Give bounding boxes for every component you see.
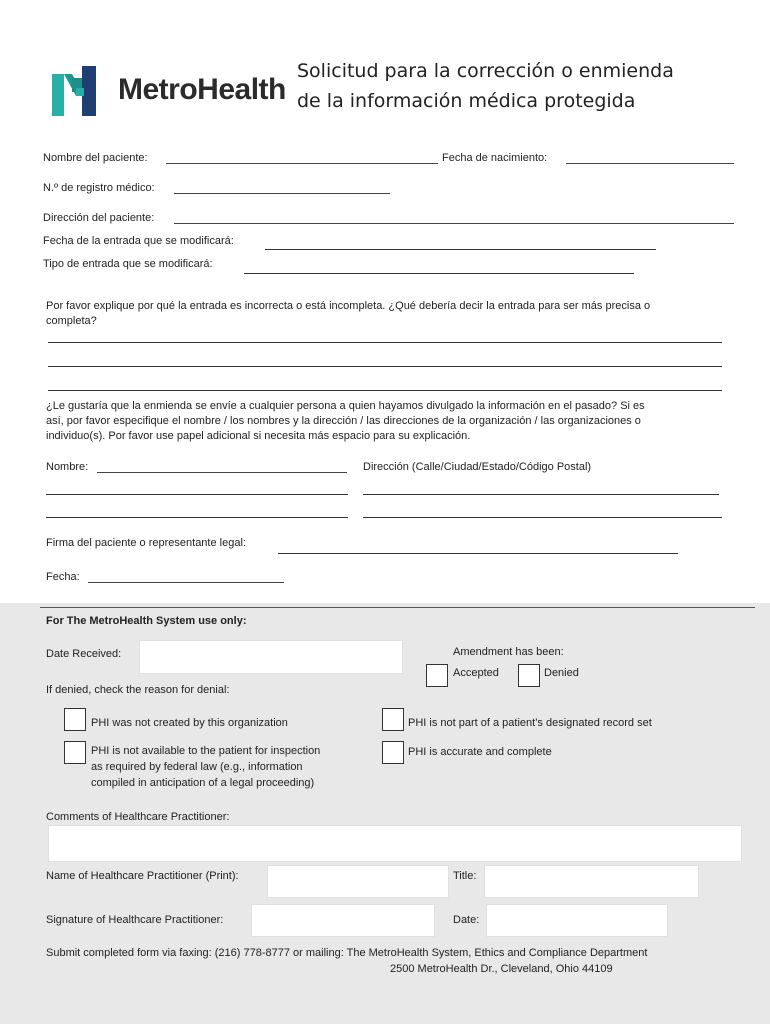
- recipient-address-line[interactable]: [363, 494, 719, 495]
- reason-not-designated-label: PHI is not part of a patient’s designated record set: [408, 717, 652, 729]
- disclose-prompt-line2: así, por favor especifique el nombre / los nombres y la dirección / las direcciones de la organización / las organizaciones o: [46, 415, 641, 427]
- reason-not-created-label: PHI was not created by this organization: [91, 717, 288, 729]
- reason-not-designated-checkbox[interactable]: [382, 708, 404, 731]
- reason-not-available-line3: compiled in anticipation of a legal proceeding): [91, 777, 315, 789]
- patient-address-label: Dirección del paciente:: [43, 212, 155, 224]
- disclose-prompt-line3: individuo(s). Por favor use papel adicional si necesita más espacio para su explicación.: [46, 430, 471, 442]
- submit-instructions-line2: 2500 MetroHealth Dr., Cleveland, Ohio 44109: [390, 963, 613, 975]
- office-heading: For The MetroHealth System use only:: [46, 615, 247, 627]
- recipient-address-label: Dirección (Calle/Ciudad/Estado/Código Postal): [363, 461, 592, 473]
- practitioner-date-label: Date:: [453, 914, 480, 926]
- signature-date-field[interactable]: [88, 582, 284, 583]
- brand-name: MetroHealth: [118, 73, 286, 106]
- accepted-label: Accepted: [453, 667, 499, 679]
- metrohealth-logo-icon: [50, 66, 104, 116]
- reason-not-available-line2: as required by federal law (e.g., information: [91, 761, 303, 773]
- dob-label: Fecha de nacimiento:: [442, 152, 548, 164]
- reason-accurate-checkbox[interactable]: [382, 741, 404, 764]
- recipient-name-line[interactable]: [46, 494, 348, 495]
- form-title-line1: Solicitud para la corrección o enmienda: [297, 60, 674, 82]
- office-divider: [40, 607, 755, 608]
- reason-not-available-checkbox[interactable]: [64, 741, 86, 764]
- entry-type-label: Tipo de entrada que se modificará:: [43, 258, 213, 270]
- mrn-field[interactable]: [174, 193, 390, 194]
- reason-accurate-label: PHI is accurate and complete: [408, 746, 552, 758]
- mrn-label: N.º de registro médico:: [43, 182, 155, 194]
- patient-signature-label: Firma del paciente o representante legal:: [46, 537, 246, 549]
- explain-prompt-line1: Por favor explique por qué la entrada es incorrecta o está incompleta. ¿Qué debería decir la entrada para ser más precisa o: [46, 300, 651, 312]
- comments-input[interactable]: [48, 825, 742, 862]
- recipient-name-line[interactable]: [46, 517, 348, 518]
- reason-not-created-checkbox[interactable]: [64, 708, 86, 731]
- practitioner-name-label: Name of Healthcare Practitioner (Print):: [46, 870, 239, 882]
- recipient-name-field[interactable]: [97, 472, 347, 473]
- practitioner-title-label: Title:: [453, 870, 477, 882]
- explain-answer-line[interactable]: [48, 342, 722, 343]
- accepted-checkbox[interactable]: [426, 664, 448, 687]
- recipient-name-label: Nombre:: [46, 461, 89, 473]
- signature-date-label: Fecha:: [46, 571, 80, 583]
- entry-type-field[interactable]: [244, 273, 634, 274]
- denial-reason-label: If denied, check the reason for denial:: [46, 684, 230, 696]
- dob-field[interactable]: [566, 163, 734, 164]
- practitioner-date-input[interactable]: [486, 904, 668, 937]
- explain-prompt-line2: completa?: [46, 315, 97, 327]
- disclose-prompt-line1: ¿Le gustaría que la enmienda se envíe a cualquier persona a quien hayamos divulgado la información en el pasado? Si es: [46, 400, 645, 412]
- comments-label: Comments of Healthcare Practitioner:: [46, 811, 230, 823]
- recipient-address-line[interactable]: [363, 517, 722, 518]
- patient-name-field[interactable]: [166, 163, 438, 164]
- date-received-input[interactable]: [139, 640, 403, 674]
- entry-date-label: Fecha de la entrada que se modificará:: [43, 235, 234, 247]
- amendment-status-label: Amendment has been:: [453, 646, 564, 658]
- date-received-label: Date Received:: [46, 648, 122, 660]
- patient-address-field[interactable]: [174, 223, 734, 224]
- explain-answer-line[interactable]: [48, 390, 722, 391]
- patient-name-label: Nombre del paciente:: [43, 152, 148, 164]
- submit-instructions-line1: Submit completed form via faxing: (216) 778-8777 or mailing: The MetroHealth System, Ethics and Compliance Department: [46, 947, 648, 959]
- practitioner-name-input[interactable]: [267, 865, 449, 898]
- entry-date-field[interactable]: [265, 249, 656, 250]
- practitioner-signature-label: Signature of Healthcare Practitioner:: [46, 914, 224, 926]
- explain-answer-line[interactable]: [48, 366, 722, 367]
- form-title-line2: de la información médica protegida: [297, 90, 636, 112]
- reason-not-available-line1: PHI is not available to the patient for inspection: [91, 745, 321, 757]
- practitioner-signature-input[interactable]: [251, 904, 435, 937]
- patient-signature-field[interactable]: [278, 553, 678, 554]
- denied-checkbox[interactable]: [518, 664, 540, 687]
- denied-label: Denied: [544, 667, 579, 679]
- practitioner-title-input[interactable]: [484, 865, 699, 898]
